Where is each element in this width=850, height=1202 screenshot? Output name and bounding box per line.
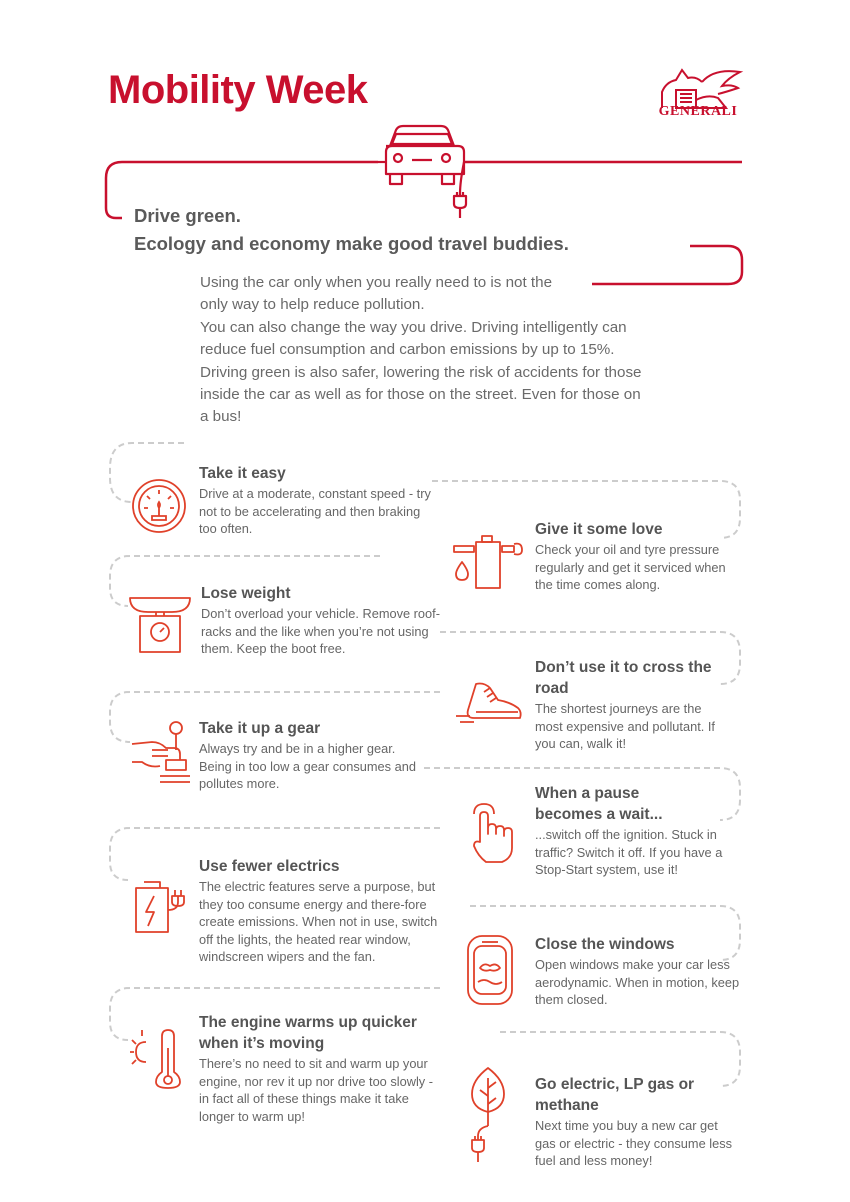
tip-lose-weight	[201, 583, 446, 658]
oil-can-icon	[452, 532, 524, 592]
gear-stick-icon	[130, 720, 190, 784]
sneaker-icon	[454, 678, 526, 728]
speedometer-icon	[130, 476, 188, 536]
finger-press-icon	[470, 802, 518, 866]
tip-pause-becomes-wait	[535, 783, 740, 879]
tip-dont-cross-road	[535, 657, 735, 753]
tip-title: Go electric, LP gas or methane	[535, 1076, 695, 1114]
tip-body: Open windows make your car less aerodynamic. When in motion, keep them closed.	[535, 957, 740, 1007]
intro-paragraph-1: Using the car only when you really need to is not the only way to help reduce pollution.	[200, 274, 553, 314]
tip-engine-warms-up	[199, 1012, 449, 1125]
tip-title: When a pause becomes a wait...	[535, 785, 663, 823]
window-icon	[466, 934, 514, 1006]
tip-title: Don’t use it to cross the road	[535, 659, 712, 697]
headline-line-2: Ecology and economy make good travel buddies.	[134, 233, 569, 254]
tip-body: The electric features serve a purpose, but they too consume energy and there-fore create emissions. When not in use, switch off the lights, the heated rear window, windscreen wipers and the fan.	[199, 879, 438, 964]
tip-give-it-some-love	[535, 519, 745, 594]
tip-title: Close the windows	[535, 936, 675, 953]
car-plug-icon	[376, 122, 468, 222]
tip-title: Use fewer electrics	[199, 858, 340, 875]
intro-text	[200, 272, 660, 429]
tip-body: Don’t overload your vehicle. Remove roof-racks and the like when you’re not using them. Keep the boot free.	[201, 606, 440, 656]
tip-take-it-easy	[199, 463, 439, 538]
page-title: Mobility Week	[108, 68, 368, 112]
tip-use-fewer-electrics	[199, 856, 449, 966]
tip-body: There’s no need to sit and warm up your engine, nor rev it up nor drive too slowly - in fact all of these things make it take longer to warm up!	[199, 1056, 434, 1124]
leaf-plug-icon	[468, 1066, 508, 1166]
tip-title: The engine warms up quicker when it’s moving	[199, 1014, 417, 1052]
tip-title: Give it some love	[535, 521, 663, 538]
battery-plug-icon	[132, 880, 192, 934]
tip-body: Check your oil and tyre pressure regularly and get it serviced when the time comes along.	[535, 542, 726, 592]
tip-title: Take it up a gear	[199, 720, 321, 737]
tip-body: The shortest journeys are the most expensive and pollutant. If you can, walk it!	[535, 701, 715, 751]
tip-body: Always try and be in a higher gear. Being in too low a gear consumes and pollutes more.	[199, 741, 416, 791]
tip-go-electric	[535, 1074, 740, 1170]
tip-body: ...switch off the ignition. Stuck in traffic? Switch it off. If you have a Stop-Start system, use it!	[535, 827, 723, 877]
tip-body: Drive at a moderate, constant speed - try not to be accelerating and then braking too often.	[199, 486, 431, 536]
tip-body: Next time you buy a new car get gas or electric - they consume less fuel and less money!	[535, 1118, 733, 1168]
generali-logo-text: GENERALI	[658, 104, 738, 119]
thermometer-sun-icon	[128, 1028, 188, 1090]
intro-paragraph-2: You can also change the way you drive. Driving intelligently can reduce fuel consumption and carbon emissions by up to 15%. Driving green is also safer, lowering the risk of accidents for those inside the car as well as for those on the street. Even for those on a bus!	[200, 318, 642, 426]
tip-title: Take it easy	[199, 465, 286, 482]
headline-line-1: Drive green.	[134, 205, 241, 226]
tip-take-it-up-a-gear	[199, 718, 429, 793]
tip-close-the-windows	[535, 934, 745, 1009]
scale-icon	[126, 590, 194, 654]
tip-title: Lose weight	[201, 585, 291, 602]
